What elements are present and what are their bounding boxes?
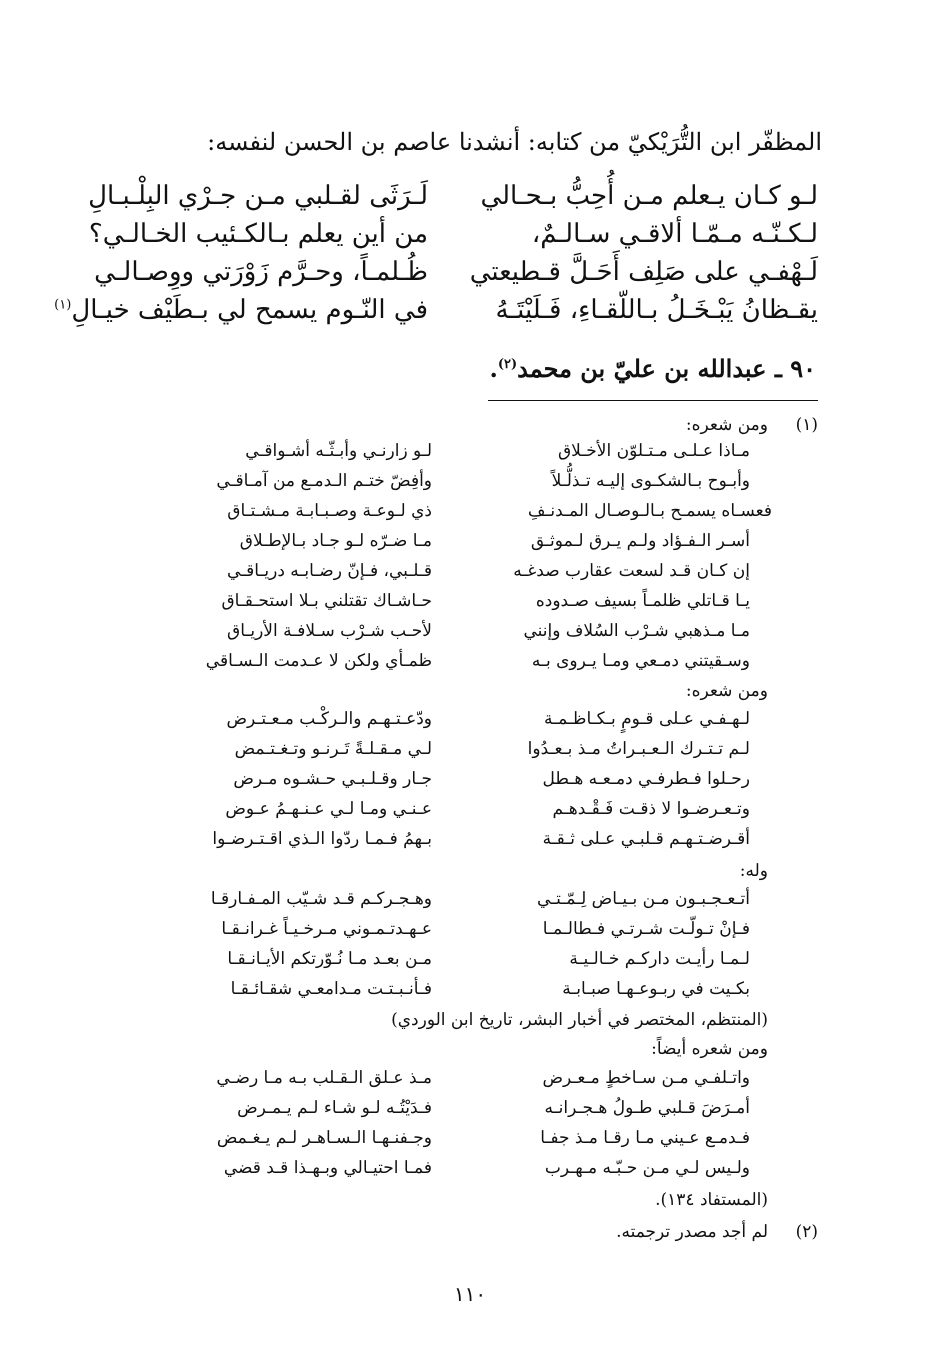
footnote-source-2: (المستفاد ١٣٤). (655, 1190, 768, 1210)
fn-verse-1-3-right: فعسـاه يسمـح بـالـوصـال المـدنـفِ (527, 501, 772, 521)
poem-verse-3-left: ظُـلمـاً، وحـرَّم زَوْرَتي ووِصـالـي (94, 257, 428, 287)
fn-verse-4-2-right: أمـرَضَ قـلبي طـولُ هـجـرانـه (544, 1098, 750, 1118)
footnote-1-number: (١) (795, 415, 818, 435)
fn-verse-4-3-left: وجـفنـهـا الـسـاهـر لـم يـغـمض (216, 1128, 432, 1148)
footnote-ref-1: (١) (54, 297, 72, 313)
fn-verse-3-2-right: فـإنْ تـولّـت شـرتـي فـطالـمـا (542, 919, 750, 939)
fn-verse-1-1-left: لـو زارنـي وأبـثّـه أشـواقـي (245, 441, 432, 461)
fn-verse-4-2-left: فـدَيْتُـه لـو شـاء لـم يـمـرض (237, 1098, 432, 1118)
poem-verse-1-left: لَـرَثَى لقـلبي مـن جـرْي البِلْـبـالِ (88, 181, 428, 211)
fn-verse-1-7-right: مـا مـذهبي شـرْب السُلاف وإنني (523, 621, 750, 641)
poem-verse-2-right: لـكـنّـه مـمّـا ألاقـي سـالـمٌ، (531, 219, 818, 249)
fn-verse-4-1-left: مـذ عـلق الـقـلب بـه مـا رضـي (216, 1068, 432, 1088)
footnote-intro-3: وله: (739, 861, 768, 881)
fn-verse-1-5-right: إن كـان قـد لسعت عقارب صدغـه (513, 561, 750, 581)
fn-verse-3-3-left: مـن بعـد مـا نُـوّرتكم الأيـانـقـا (227, 949, 432, 969)
fn-verse-3-1-right: أتـعـجـبـون مـن بـيـاض لِـمّـتـي (537, 889, 750, 909)
fn-verse-1-6-right: يـا قـاتلي ظلمـاً بسيف صـدوده (535, 591, 750, 611)
poem-verse-4-left (54, 295, 428, 325)
fn-verse-1-6-left: حـاشـاك تقتلني بـلا استحـقـاق (221, 591, 432, 611)
poem-verse-4-left-text: في النّـوم يسمح لي بـطَيْف خيـالِ (71, 295, 428, 325)
fn-verse-4-1-right: واتـلفـي مـن سـاخطٍ مـعـرض (542, 1068, 750, 1088)
fn-verse-1-8-right: وسـقيتني دمـعي ومـا يـروى بـه (531, 651, 750, 671)
fn-verse-2-5-right: أقـرضـتـهـم قـلبـي عـلى ثـقـة (542, 829, 750, 849)
intro-line: المظفّر ابن التُّرَيْكيّ من كتابه: أنشدنا عاصم بن الحسن لنفسه: (207, 128, 822, 156)
poem-verse-2-left: من أين يعلم بـالكـئيب الخـالـي؟ (88, 219, 428, 249)
fn-verse-3-4-left: فـأنـبـتـت مـدامعـي شقـائـقـا (230, 979, 432, 999)
footnote-2-text: لم أجد مصدر ترجمته. (616, 1222, 768, 1242)
entry-heading-end: . (489, 354, 498, 383)
fn-verse-2-5-left: بـهمُ فـمـا ردّوا الـذي اقـتـرضـوا (212, 829, 432, 849)
poem-verse-3-right: لَـهْفـي على صَلِف أَحَـلَّ قـطيعتي (469, 257, 818, 287)
fn-verse-1-2-left: وأفِضّ ختـم الـدمـع من آمـاقـي (216, 471, 432, 491)
fn-verse-1-1-right: مـاذا عـلـى مـتـلوّن الأخـلاق (557, 441, 750, 461)
fn-verse-4-3-right: فـدمـع عـيني مـا رقـا مـذ جفـا (540, 1128, 750, 1148)
footnote-2-number: (٢) (795, 1222, 818, 1242)
fn-verse-2-4-right: وتـعـرضـوا لا ذقـت فَـقْـدهـم (552, 799, 750, 819)
poem-verse-4-right: يقـظانُ يَبْـخَـلُ بـاللّقـاءِ، فَـلَيْتَـهُ (495, 295, 818, 325)
fn-verse-1-3-left: ذي لـوعـة وصـبـابـة مـشـتـاق (227, 501, 432, 521)
entry-heading-text: ٩٠ ـ عبدالله بن عليّ بن محمد (517, 354, 816, 383)
fn-verse-1-4-left: مـا ضـرّه لـو جـاد بـالإطـلاق (239, 531, 432, 551)
fn-verse-2-2-right: لـم تـتـرك الـعـبـراتُ مـذ بـعـدُوا (527, 739, 750, 759)
poem-verse-1-right: لـو كـان يـعلم مـن أُحِبُّ بـحـالي (480, 181, 818, 211)
fn-verse-2-1-left: ودّعـتـهـم والـركْـب مـعـتـرض (226, 709, 432, 729)
fn-verse-3-2-left: عـهـدتـمـوني مـرخـيـاً غـرانـقـا (221, 919, 432, 939)
entry-heading (489, 354, 816, 383)
fn-verse-2-3-right: رحـلوا فـطرفـي دمـعـه هـطل (542, 769, 750, 789)
fn-verse-4-4-left: فمـا احتيـالي وبـهـذا قـد قضي (223, 1158, 432, 1178)
fn-verse-3-3-right: لـمـا رأيـت داركـم خـالـيـة (569, 949, 750, 969)
footnote-intro-2: ومن شعره: (685, 681, 768, 701)
footnote-intro-4: ومن شعره أيضاً: (651, 1039, 768, 1059)
fn-verse-1-5-left: قـلـبي، فـإنّ رضـابـه دريـاقـي (226, 561, 432, 581)
fn-verse-2-3-left: جـار وقـلـبـي حـشـوه مـرض (233, 769, 432, 789)
page-number: ١١٠ (453, 1282, 487, 1306)
fn-verse-3-1-left: وهـجـركـم قـد شـيّب المـفـارقـا (210, 889, 432, 909)
fn-verse-2-1-right: لـهـفـي عـلى قـومٍ بـكـاظـمـة (544, 709, 750, 729)
footnote-1-intro: ومن شعره: (685, 415, 768, 435)
fn-verse-2-4-left: عـنـي ومـا لـي عـنـهـمُ عـوض (225, 799, 432, 819)
fn-verse-1-7-left: لأحـب شـرْب سـلافـة الأريـاق (227, 621, 432, 641)
footnote-ref-2: (٢) (497, 357, 518, 372)
fn-verse-4-4-right: ولـيس لـي مـن حـبّـه مـهـرب (544, 1158, 750, 1178)
fn-verse-3-4-right: بكـيت في ربـوعـهـا صبـابـة (562, 979, 750, 999)
fn-verse-1-2-right: وأبـوح بـالشكـوى إليـه تـذلُّـلاً (551, 471, 750, 491)
footnote-divider (488, 400, 818, 401)
fn-verse-2-2-left: لـي مـقـلـةً تَـرنـو وتـغـتـمض (234, 739, 432, 759)
fn-verse-1-8-left: ظمـأي ولكن لا عـدمت الـسـاقي (205, 651, 432, 671)
footnote-source-1: (المنتظم، المختصر في أخبار البشر، تاريخ ابن الوردي) (391, 1010, 768, 1030)
fn-verse-1-4-right: أسـر الـفـؤاد ولـم يـرق لـموثـق (530, 531, 750, 551)
